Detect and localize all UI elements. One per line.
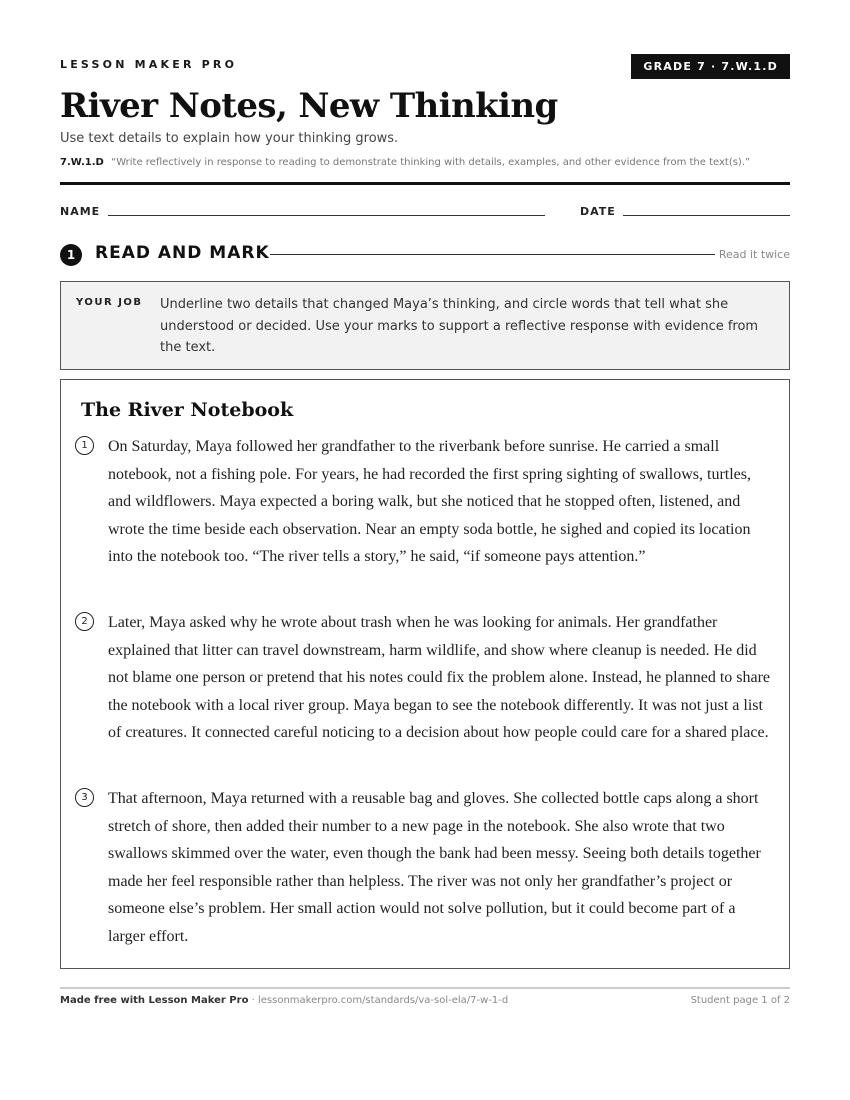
your-job-box (60, 281, 790, 370)
standard-text: “Write reflectively in response to reading to demonstrate thinking with details, examples, and other evidence from the text(s).” (111, 157, 751, 168)
reading-passage-box (60, 379, 790, 969)
paragraph-number-3: 3 (75, 788, 94, 807)
section-note: Read it twice (718, 248, 790, 261)
date-label: DATE (580, 205, 616, 218)
footer-page-number: Student page 1 of 2 (690, 995, 790, 1006)
section-number-badge: 1 (60, 244, 82, 266)
footer-credit (60, 995, 508, 1006)
date-field-line[interactable] (623, 215, 790, 216)
header-divider (60, 182, 790, 185)
paragraph-2: Later, Maya asked why he wrote about trash when he was looking for animals. Her grandfather explained that litter can travel downstream, harm wildlife, and show where cleanup is needed. He did not blame one person or pretend that his notes could fix the problem alone. Instead, he planned to share the notebook with a local river group. Maya began to see the notebook differently. It was not just a list of creatures. It connected careful noticing to a decision about how people could care for a shared place. (108, 614, 771, 741)
name-field-line[interactable] (108, 215, 545, 216)
your-job-label: YOUR JOB (76, 297, 143, 308)
name-label: NAME (60, 205, 101, 218)
paragraph-3: That afternoon, Maya returned with a reusable bag and gloves. She collected bottle caps along a short stretch of shore, then added their number to a new page in the notebook. She also wrote that two swallows skimmed over the water, even though the bank had been messy. Seeing both details together made her feel responsible rather than helpless. The river was not only her grandfather’s project or someone else’s problem. Her small action would not solve pollution, but it could become part of a larger effort. (108, 790, 761, 945)
grade-badge: GRADE 7 · 7.W.1.D (631, 54, 790, 79)
paragraph-1: On Saturday, Maya followed her grandfather to the riverbank before sunrise. He carried a small notebook, not a fishing pole. For years, he had recorded the first spring sighting of swallows, turtles, and wildflowers. Maya expected a boring walk, but she noticed that he stopped often, listened, and wrote the time beside each observation. Near an empty soda bottle, he sighed and copied its location into the notebook too. “The river tells a story,” he said, “if someone pays attention.” (108, 438, 751, 565)
section-divider (270, 254, 715, 255)
footer-url[interactable]: · lessonmakerpro.com/standards/va-sol-ela/7-w-1-d (248, 995, 509, 1006)
footer-made-with: Made free with Lesson Maker Pro (60, 995, 249, 1006)
standard-line (60, 157, 750, 168)
brand-name: LESSON MAKER PRO (60, 58, 238, 71)
paragraph-number-2: 2 (75, 612, 94, 631)
worksheet-title: River Notes, New Thinking (60, 86, 558, 126)
worksheet-page (60, 0, 790, 1100)
section-title: READ AND MARK (95, 243, 270, 263)
paragraph-number-1: 1 (75, 436, 94, 455)
passage-title: The River Notebook (81, 399, 294, 421)
standard-code: 7.W.1.D (60, 157, 104, 168)
worksheet-subtitle: Use text details to explain how your thinking grows. (60, 131, 399, 146)
footer-divider (60, 987, 790, 989)
your-job-text: Underline two details that changed Maya’s thinking, and circle words that tell what she understood or decided. Use your marks to support a reflective response with evidence from the text. (160, 297, 759, 355)
